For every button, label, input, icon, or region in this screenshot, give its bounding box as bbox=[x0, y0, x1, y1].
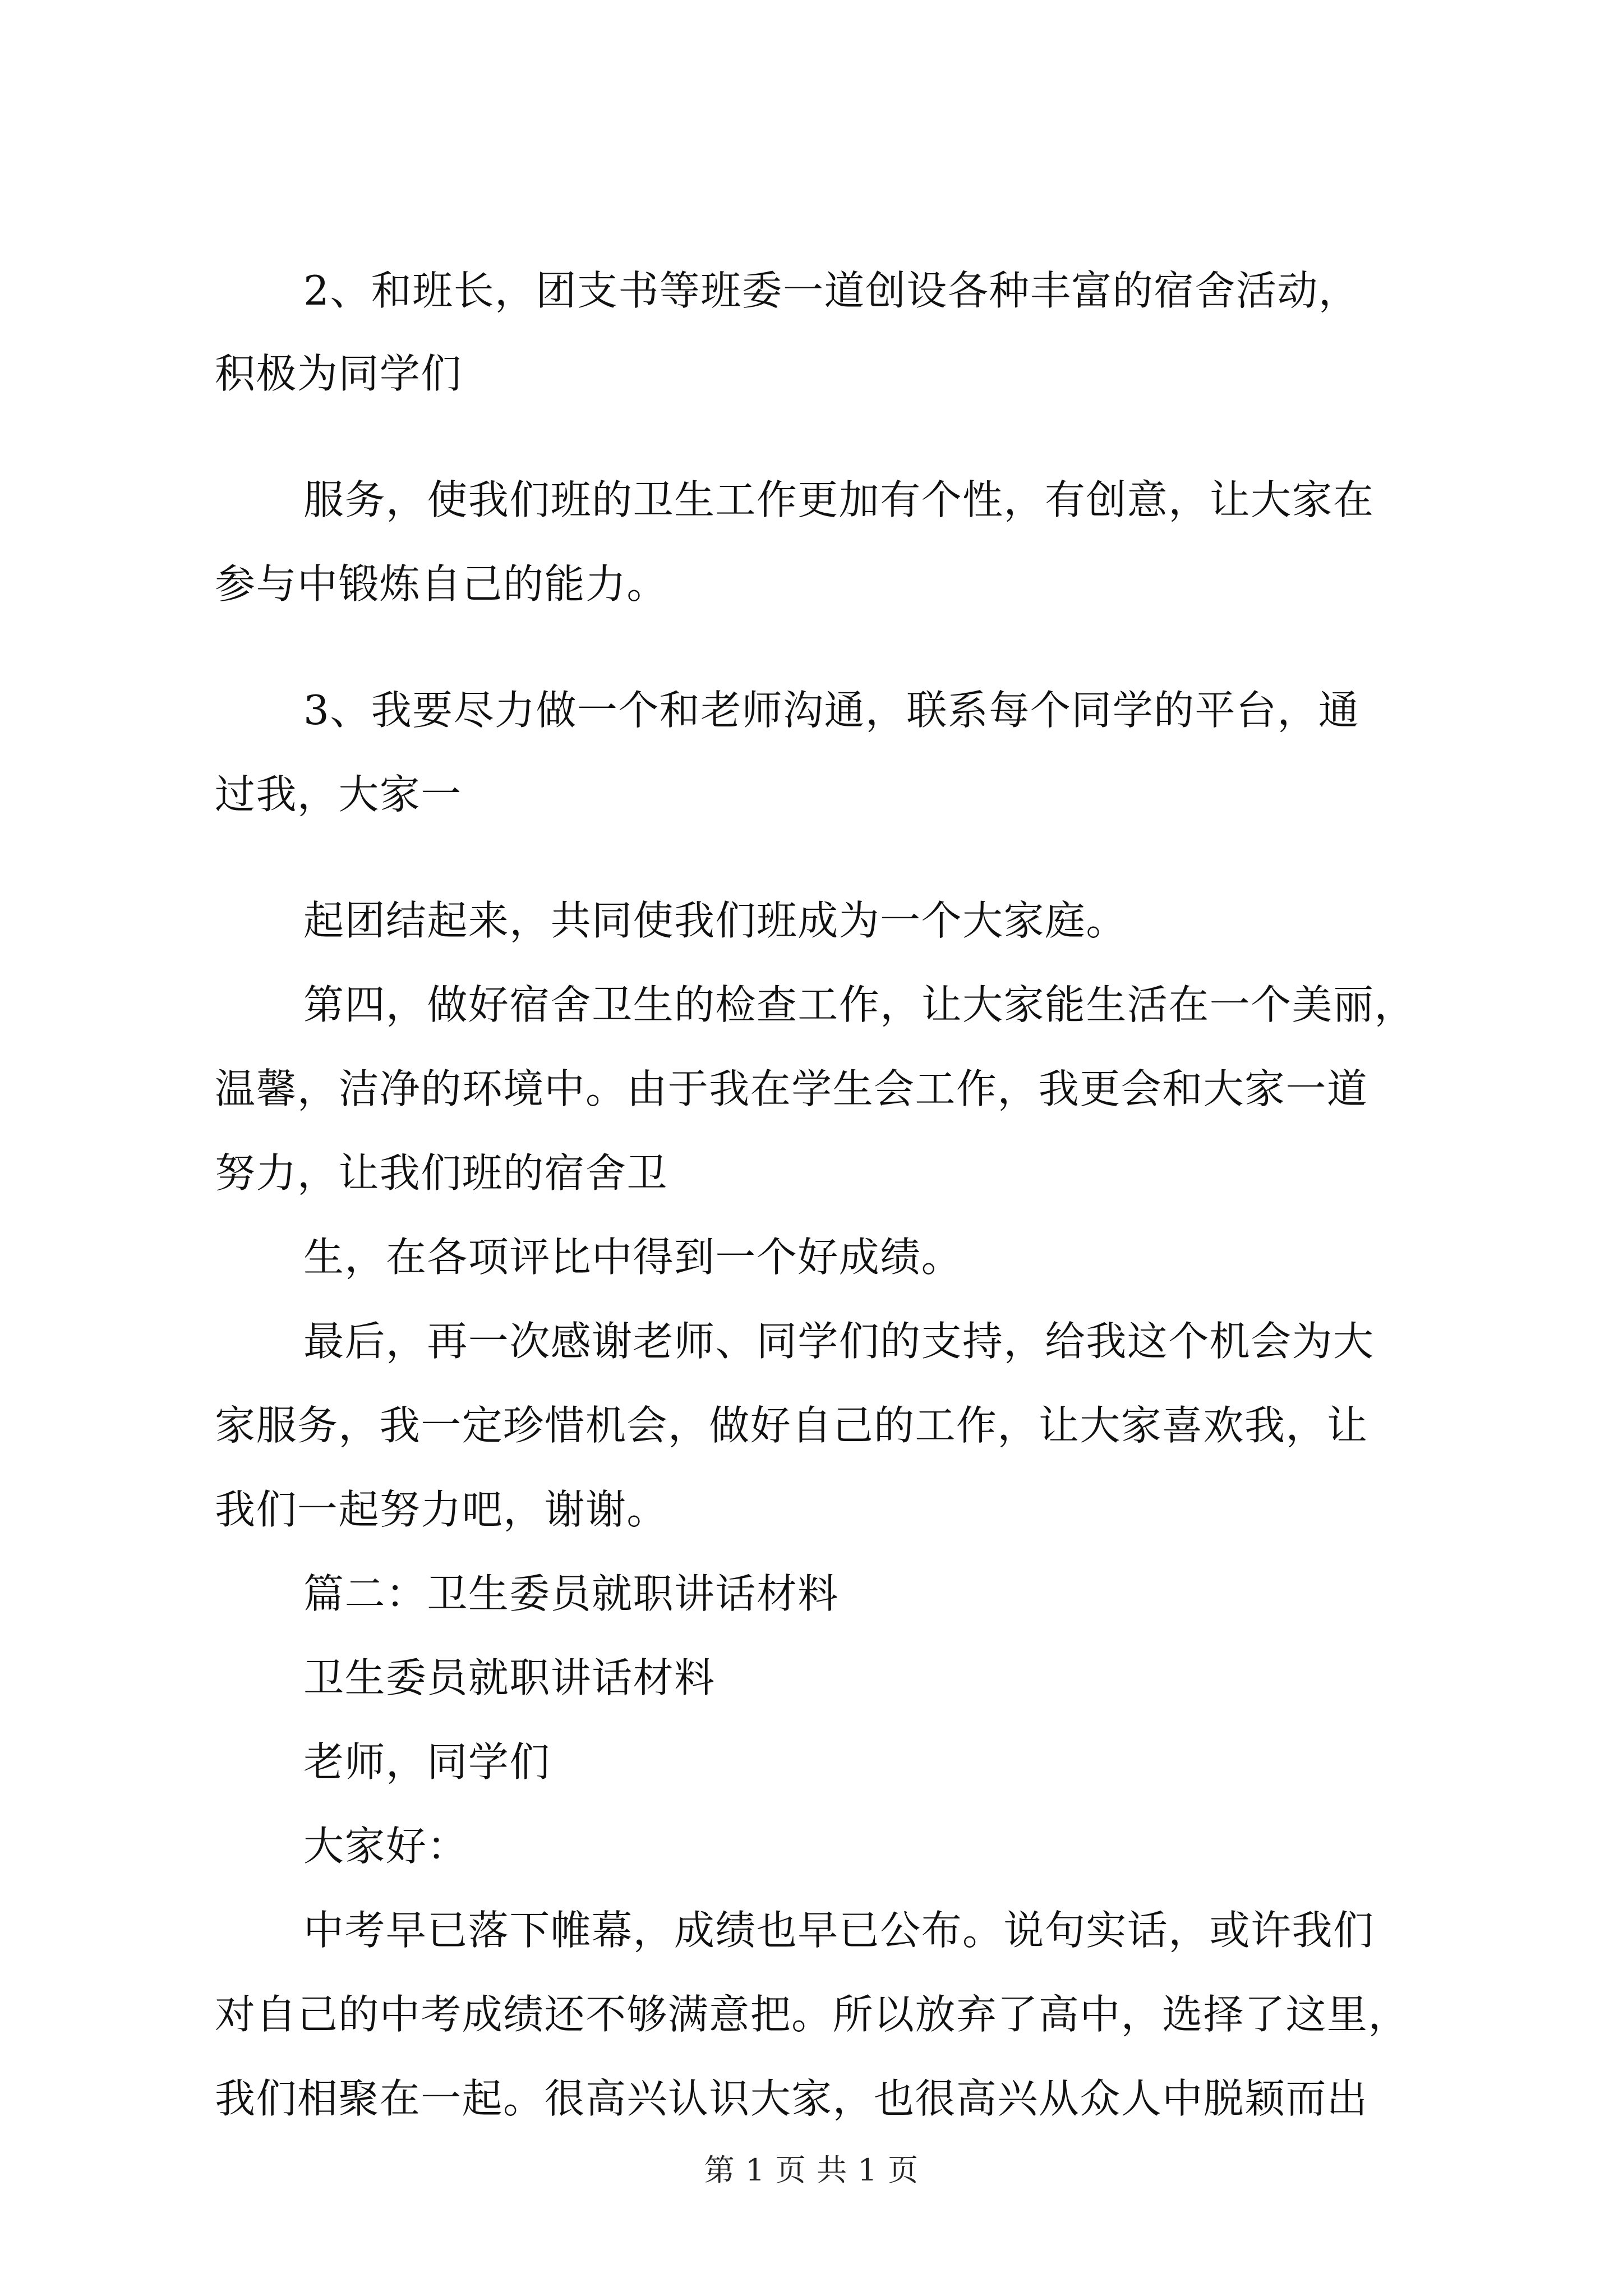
salutation: 老师，同学们 bbox=[303, 1738, 551, 1786]
text-line: 温馨，洁净的环境中。由于我在学生会工作，我更会和大家一道 bbox=[215, 1065, 1368, 1112]
text-line: 起团结起来，共同使我们班成为一个大家庭。 bbox=[303, 897, 1127, 944]
text-line: 中考早已落下帷幕，成绩也早已公布。说句实话，或许我们 bbox=[303, 1907, 1375, 1954]
section-heading: 篇二：卫生委员就职讲话材料 bbox=[303, 1570, 839, 1617]
text-line: 我们相聚在一起。很高兴认识大家，也很高兴从众人中脱颖而出 bbox=[215, 2075, 1368, 2122]
text-line: 参与中锻炼自己的能力。 bbox=[215, 560, 668, 608]
text-line: 3、我要尽力做一个和老师沟通，联系每个同学的平台，通 bbox=[303, 687, 1360, 734]
text-line: 家服务，我一定珍惜机会，做好自己的工作，让大家喜欢我，让 bbox=[215, 1402, 1368, 1449]
text-line: 服务，使我们班的卫生工作更加有个性，有创意，让大家在 bbox=[303, 476, 1375, 523]
text-line: 积极为同学们 bbox=[215, 350, 462, 397]
text-line: 第四，做好宿舍卫生的检查工作，让大家能生活在一个美丽， bbox=[303, 981, 1415, 1028]
section-title: 卫生委员就职讲话材料 bbox=[303, 1654, 716, 1701]
greeting: 大家好： bbox=[303, 1823, 468, 1870]
text-line: 努力，让我们班的宿舍卫 bbox=[215, 1149, 668, 1197]
text-line: 过我，大家一 bbox=[215, 771, 462, 818]
text-line: 生，在各项评比中得到一个好成绩。 bbox=[303, 1234, 963, 1281]
page-footer: 第 1 页 共 1 页 bbox=[704, 2152, 919, 2188]
text-line: 我们一起努力吧，谢谢。 bbox=[215, 1486, 668, 1533]
text-line: 对自己的中考成绩还不够满意把。所以放弃了高中，选择了这里， bbox=[215, 1991, 1409, 2038]
text-line: 2、和班长，团支书等班委一道创设各种丰富的宿舍活动， bbox=[303, 267, 1360, 314]
text-line: 最后，再一次感谢老师、同学们的支持，给我这个机会为大 bbox=[303, 1318, 1375, 1365]
